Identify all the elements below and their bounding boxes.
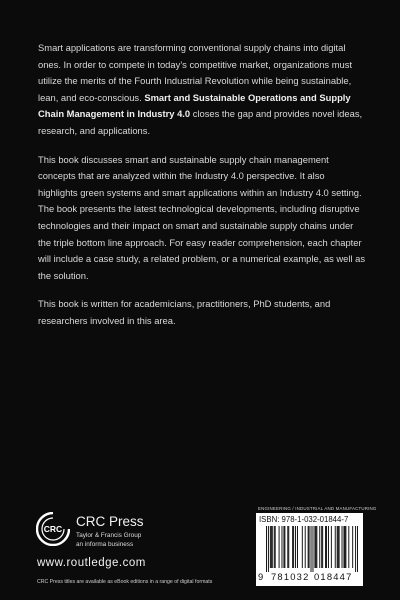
barcode-bar (321, 526, 322, 568)
barcode-bar (287, 526, 288, 568)
blurb-p1-end: closes the gap and provides novel ideas, research, and applications. (38, 108, 363, 136)
isbn-label: ISBN: 978-1-032-01844-7 (259, 515, 349, 524)
barcode-bar (293, 526, 294, 568)
barcode-bar (272, 526, 273, 568)
barcode-bar (344, 526, 345, 568)
barcode-bar (331, 526, 332, 568)
barcode-bar (325, 526, 326, 568)
barcode-bar (343, 526, 344, 568)
barcode-bar (268, 526, 269, 572)
publisher-group: Taylor & Francis Group (76, 532, 142, 539)
barcode-bars (266, 526, 358, 572)
barcode-bar (312, 526, 313, 572)
publisher-website: www.routledge.com (37, 557, 146, 569)
publisher-business: an informa business (76, 541, 134, 548)
barcode-bar (309, 526, 310, 568)
barcode-bar (274, 526, 275, 568)
logo-text: CRC (43, 524, 63, 534)
barcode-block (256, 513, 363, 586)
barcode-bar (305, 526, 306, 568)
barcode-bar (342, 526, 343, 568)
blurb-paragraph-2: This book discusses smart and sustainable supply chain management concepts that are analyzed within the Industry 4.0 perspective. It also highlights green systems and smart applications within an Industry 4.0 setting. The book presents the latest technological developments, including disruptive technologies and their impact on smart and sustainable supply chains under the triple bottom line approach. For easy reader comprehension, each chapter will include a case study, a related problem, or a numerical example, as well as the solution. (38, 153, 366, 281)
publisher-name: CRC Press (76, 514, 144, 529)
barcode-bar (279, 526, 280, 568)
back-cover-blurb (38, 40, 366, 342)
barcode-bar (284, 526, 285, 568)
barcode-bar (302, 526, 303, 568)
subject-category: ENGINEERING / INDUSTRIAL AND MANUFACTURING (258, 506, 377, 511)
barcode-bar (348, 526, 349, 568)
barcode-bar (311, 526, 312, 572)
blurb-paragraph-3: This book is written for academicians, practitioners, PhD students, and researchers involved in this area. (38, 298, 331, 326)
barcode-bar (288, 526, 289, 568)
barcode-bar (345, 526, 346, 568)
barcode-bar (322, 526, 323, 568)
barcode-bar (357, 526, 358, 572)
barcode-bar (297, 526, 298, 568)
barcode-bar (292, 526, 293, 568)
barcode-lead-digit: 9 (258, 571, 264, 582)
barcode-bar (281, 526, 282, 568)
barcode-bar (295, 526, 296, 568)
ebook-note: CRC Press titles are available as eBook editions in a range of digital formats (37, 579, 213, 585)
barcode-bar (319, 526, 320, 568)
barcode-bar (335, 526, 336, 568)
crc-press-logo-icon (36, 512, 70, 546)
barcode-bar (326, 526, 327, 568)
barcode-bar (316, 526, 317, 568)
barcode-bar (275, 526, 276, 568)
barcode-bar (270, 526, 271, 568)
barcode-bar (352, 526, 353, 568)
barcode-bar (315, 526, 316, 568)
barcode-bar (339, 526, 340, 568)
barcode-bar (308, 526, 309, 568)
barcode-left-group: 781032 (271, 571, 310, 582)
barcode-bar (355, 526, 356, 572)
barcode-bar (328, 526, 329, 568)
barcode-bar (283, 526, 284, 568)
barcode-bar (271, 526, 272, 568)
barcode-bar (266, 526, 267, 572)
barcode-bar (337, 526, 338, 568)
blurb-paragraph-1 (38, 40, 366, 140)
barcode-bar (338, 526, 339, 568)
blurb-p1-intro: Smart applications are transforming conventional supply chains into digital ones. In order to compete in today’s competitive market, organizations must utilize the merits of the Fourth Industrial Revolution while being sustainable, lean, and eco-conscious. (38, 42, 353, 103)
barcode-bar (314, 526, 315, 568)
barcode-right-group: 018447 (314, 571, 353, 582)
book-title-bold: Smart and Sustainable Operations and Supply Chain Management in Industry 4.0 (38, 91, 351, 120)
